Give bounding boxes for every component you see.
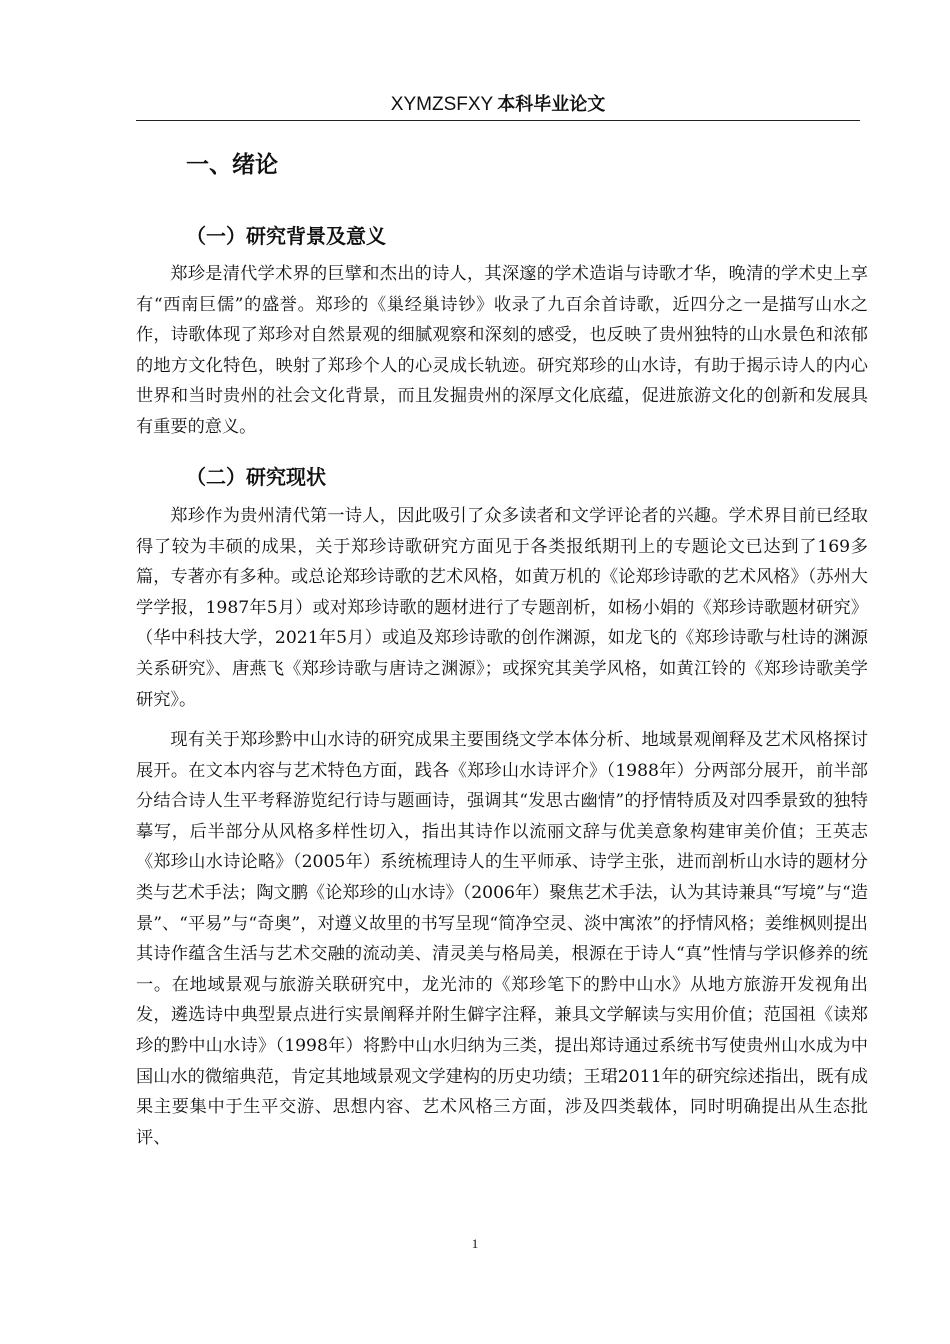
section-heading-status: （二）研究现状 (186, 465, 326, 489)
header-code: XYMZSFXY (390, 94, 494, 115)
header-title: 本科毕业论文 (497, 94, 606, 115)
page-header (136, 92, 860, 121)
section-heading-background: （一）研究背景及意义 (186, 224, 386, 248)
chapter-heading: 一、绪论 (186, 152, 278, 178)
paragraph-background: 郑珍是清代学术界的巨擘和杰出的诗人，其深邃的学术造诣与诗歌才华，晚清的学术史上享有“西南巨儒”的盛誉。郑珍的《巢经巢诗钞》收录了九百余首诗歌，近四分之一是描写山水之作，诗歌体现了郑珍对自然景观的细腻观察和深刻的感受，也反映了贵州独特的山水景色和浓郁的地方文化特色，映射了郑珍个人的心灵成长轨迹。研究郑珍的山水诗，有助于揭示诗人的内心世界和当时贵州的社会文化背景，而且发掘贵州的深厚文化底蕴，促进旅游文化的创新和发展具有重要的意义。 (136, 264, 868, 437)
paragraph-status-2: 现有关于郑珍黔中山水诗的研究成果主要围绕文学本体分析、地域景观阐释及艺术风格探讨展开。在文本内容与艺术特色方面，践各《郑珍山水诗评介》（1988年）分两部分展开，前半部分结合诗人生平考释游览纪行诗与题画诗，强调其“发思古幽情”的抒情特质及对四季景致的独特摹写，后半部分从风格多样性切入，指出其诗作以流丽文辞与优美意象构建审美价值；王英志《郑珍山水诗论略》（2005年）系统梳理诗人的生平师承、诗学主张，进而剖析山水诗的题材分类与艺术手法；陶文鹏《论郑珍的山水诗》（2006年）聚焦艺术手法，认为其诗兼具“写境”与“造景”、“平易”与“奇奥”，对遵义故里的书写呈现“简净空灵、淡中寓浓”的抒情风格；姜维枫则提出其诗作蕴含生活与艺术交融的流动美、清灵美与格局美，根源在于诗人“真”性情与学识修养的统一。在地域景观与旅游关联研究中，龙光沛的《郑珍笔下的黔中山水》从地方旅游开发视角出发，遴选诗中典型景点进行实景阐释并附生僻字注释，兼具文学解读与实用价值；范国祖《读郑珍的黔中山水诗》（1998年）将黔中山水归纳为三类，提出郑诗通过系统书写使贵州山水成为中国山水的微缩典范，肯定其地域景观文学建构的历史功绩；王珺2011年的研究综述指出，既有成果主要集中于生平交游、思想内容、艺术风格三方面，涉及四类载体，同时明确提出从生态批评、 (136, 730, 868, 1148)
page-number: 1 (471, 1236, 479, 1251)
paragraph-status-1: 郑珍作为贵州清代第一诗人，因此吸引了众多读者和文学评论者的兴趣。学术界目前已经取得了较为丰硕的成果，关于郑珍诗歌研究方面见于各类报纸期刊上的专题论文已达到了169多篇，专著亦有多种。或总论郑珍诗歌的艺术风格，如黄万机的《论郑珍诗歌的艺术风格》（苏州大学学报，1987年5月）或对郑珍诗歌的题材进行了专题剖析，如杨小娟的《郑珍诗歌题材研究》（华中科技大学，2021年5月）或追及郑珍诗歌的创作渊源，如龙飞的《郑珍诗歌与杜诗的渊源关系研究》、唐燕飞《郑珍诗歌与唐诗之渊源》；或探究其美学风格，如黄江铃的《郑珍诗歌美学研究》。 (136, 506, 868, 710)
